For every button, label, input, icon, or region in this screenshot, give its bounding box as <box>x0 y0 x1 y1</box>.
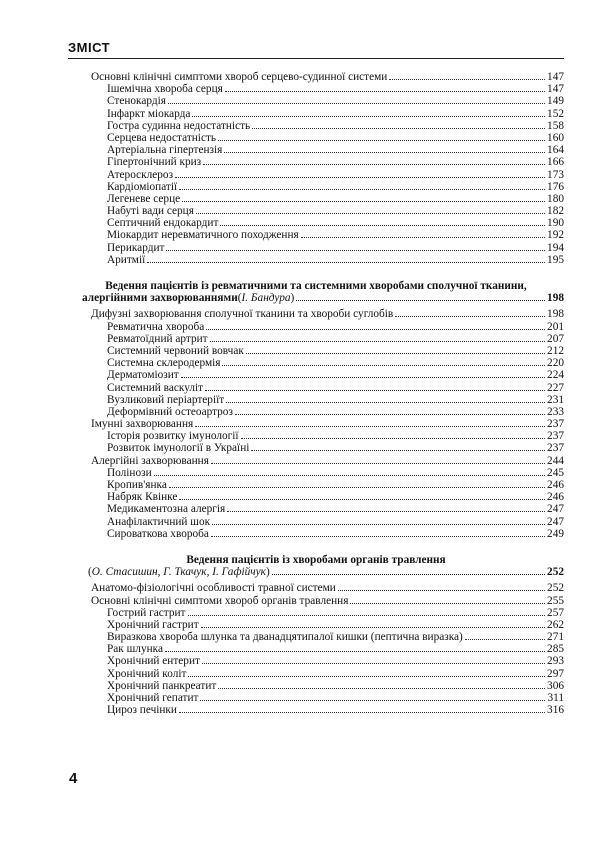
section-authors: О. Стасишин, Г. Ткачук, І. Гафійчук <box>91 566 266 579</box>
entry-title: Артеріальна гіпертензія <box>107 144 223 157</box>
entry-page: 262 <box>547 618 564 631</box>
entry-page: 293 <box>547 655 564 668</box>
toc-entry <box>68 156 564 168</box>
entry-title: Дерматоміозит <box>107 369 179 382</box>
entry-page: 182 <box>547 205 564 218</box>
entry-title: Виразкова хвороба шлунка та дванадцятипалої кишки (пептична виразка) <box>107 631 463 644</box>
dot-leader <box>241 438 545 439</box>
section-authors: І. Бандура <box>241 292 291 305</box>
dot-leader <box>210 341 545 342</box>
dot-leader <box>211 463 545 464</box>
dot-leader <box>338 590 545 591</box>
toc-entry <box>68 144 564 156</box>
dot-leader <box>206 329 545 330</box>
dot-leader <box>227 511 545 512</box>
dot-leader <box>165 651 545 652</box>
entry-page: 297 <box>547 667 564 680</box>
toc-entry <box>68 357 564 369</box>
dot-leader <box>395 316 545 317</box>
entry-title: Основні клінічні симптоми хвороб органів травлення <box>91 594 349 607</box>
toc-entry <box>68 394 564 406</box>
toc-entry <box>68 692 564 704</box>
entry-page: 249 <box>547 527 564 540</box>
dot-leader <box>224 152 545 153</box>
entry-page: 166 <box>547 156 564 169</box>
entry-title: Анатомо-фізіологічні особливості травної системи <box>91 582 336 595</box>
dot-leader <box>168 103 545 104</box>
toc-entry <box>68 528 564 540</box>
paren-open: ( <box>88 566 92 579</box>
entry-title: Міокардит неревматичного походження <box>107 229 299 242</box>
entry-title: Рак шлунка <box>107 643 163 656</box>
dot-leader <box>222 365 545 366</box>
entry-page: 194 <box>547 241 564 254</box>
entry-title: Сироваткова хвороба <box>107 527 209 540</box>
toc-section-digestive <box>68 554 564 716</box>
entry-page: 306 <box>547 679 564 692</box>
dot-leader <box>181 377 545 378</box>
header-title: ЗМІСТ <box>68 40 111 55</box>
toc-entry <box>68 345 564 357</box>
entry-page: 176 <box>547 180 564 193</box>
entry-title: Основні клінічні симптоми хвороб серцево-судинної системи <box>91 71 388 83</box>
dot-leader <box>225 91 545 92</box>
entry-page: 233 <box>547 405 564 418</box>
entry-page: 231 <box>547 393 564 406</box>
dot-leader <box>200 700 545 701</box>
entry-page: 195 <box>547 253 564 266</box>
dot-leader <box>218 140 545 141</box>
toc-entry <box>68 321 564 333</box>
section-title-line <box>68 566 564 578</box>
toc-entry <box>68 643 564 655</box>
table-of-contents <box>68 71 564 716</box>
entry-title: Перикардит <box>107 241 165 254</box>
entry-page: 247 <box>547 503 564 516</box>
toc-entry <box>68 229 564 241</box>
dot-leader <box>166 250 545 251</box>
entry-page: 212 <box>547 344 564 357</box>
entry-title: Вузликовий періартеріїт <box>107 393 225 406</box>
toc-block-digestive-entries <box>68 582 564 716</box>
dot-leader <box>205 390 545 391</box>
toc-block-cardiovascular <box>68 71 564 266</box>
dot-leader <box>196 213 545 214</box>
dot-leader <box>251 450 545 451</box>
toc-entry <box>68 418 564 430</box>
dot-leader <box>301 237 545 238</box>
dot-leader <box>179 712 545 713</box>
entry-page: 224 <box>547 369 564 382</box>
entry-title: Системна склеродермія <box>107 357 221 370</box>
toc-entry <box>68 619 564 631</box>
toc-entry <box>68 71 564 83</box>
entry-title: Гостра судинна недостатність <box>107 119 251 132</box>
dot-leader <box>252 128 545 129</box>
entry-title: Історія розвитку імунології <box>107 430 239 443</box>
toc-entry <box>68 333 564 345</box>
entry-page: 164 <box>547 144 564 157</box>
dot-leader <box>203 164 545 165</box>
entry-title: Легеневе серце <box>107 192 181 205</box>
dot-leader <box>272 574 545 575</box>
entry-title: Хронічний коліт <box>107 667 187 680</box>
entry-title: Анафілактичний шок <box>107 515 211 528</box>
entry-title: Септичний ендокардит <box>107 217 219 230</box>
entry-title: Гострий гастрит <box>107 606 186 619</box>
entry-title: Алергійні захворювання <box>91 454 209 467</box>
entry-title: Розвиток імунології в Україні <box>107 442 250 455</box>
entry-title: Ішемічна хвороба серця <box>107 83 223 96</box>
dot-leader <box>235 414 545 415</box>
dot-leader <box>246 353 545 354</box>
toc-entry <box>68 132 564 144</box>
toc-entry <box>68 205 564 217</box>
entry-page: 311 <box>547 692 564 705</box>
section-page: 252 <box>547 566 564 579</box>
toc-entry <box>68 516 564 528</box>
entry-page: 160 <box>547 131 564 144</box>
dot-leader <box>179 189 545 190</box>
toc-entry <box>68 479 564 491</box>
entry-page: 220 <box>547 357 564 370</box>
toc-entry <box>68 308 564 320</box>
toc-entry <box>68 369 564 381</box>
dot-leader <box>169 487 545 488</box>
header-rule <box>68 58 564 59</box>
entry-title: Аритмії <box>107 253 146 266</box>
dot-leader <box>218 688 545 689</box>
toc-entry <box>68 382 564 394</box>
entry-title: Ревматична хвороба <box>107 320 205 333</box>
dot-leader <box>202 663 545 664</box>
entry-title: Полінози <box>107 466 152 479</box>
toc-entry <box>68 108 564 120</box>
toc-entry <box>68 595 564 607</box>
dot-leader <box>212 524 545 525</box>
toc-entry <box>68 254 564 266</box>
toc-entry <box>68 503 564 515</box>
dot-leader <box>220 225 545 226</box>
entry-page: 247 <box>547 515 564 528</box>
entry-title: Хронічний гастрит <box>107 618 199 631</box>
section-title: Ведення пацієнтів із ревматичними та системними хворобами сполучної тканини, <box>105 280 527 292</box>
toc-entry <box>68 193 564 205</box>
entry-page: 316 <box>547 704 564 717</box>
entry-page: 147 <box>547 71 564 83</box>
dot-leader <box>201 627 545 628</box>
entry-page: 237 <box>547 418 564 431</box>
toc-entry <box>68 169 564 181</box>
entry-page: 237 <box>547 442 564 455</box>
entry-title: Набуті вади серця <box>107 205 194 218</box>
entry-page: 246 <box>547 479 564 492</box>
dot-leader <box>465 639 545 640</box>
toc-entry <box>68 406 564 418</box>
dot-leader <box>211 536 545 537</box>
entry-title: Деформівний остеоартроз <box>107 405 233 418</box>
toc-entry <box>68 607 564 619</box>
entry-title: Хронічний ентерит <box>107 655 200 668</box>
toc-entry <box>68 455 564 467</box>
entry-title: Атеросклероз <box>107 168 174 181</box>
toc-entry <box>68 655 564 667</box>
toc-entry <box>68 430 564 442</box>
toc-entry <box>68 467 564 479</box>
entry-title: Набряк Квінке <box>107 491 178 504</box>
toc-entry <box>68 704 564 716</box>
entry-page: 271 <box>547 631 564 644</box>
section-title-cont: алергійними захворюваннями <box>82 292 238 305</box>
entry-page: 257 <box>547 606 564 619</box>
paren-close: ) <box>290 292 295 305</box>
toc-entry <box>68 83 564 95</box>
toc-entry <box>68 120 564 132</box>
section-title: Ведення пацієнтів із хворобами органів травлення <box>186 553 446 566</box>
entry-title: Ревматоїдний артрит <box>107 332 208 345</box>
dot-leader <box>154 475 545 476</box>
toc-entry <box>68 668 564 680</box>
section-page: 198 <box>547 292 564 305</box>
toc-entry <box>68 442 564 454</box>
dot-leader <box>389 79 545 80</box>
entry-title: Стенокардія <box>107 95 166 108</box>
dot-leader <box>350 603 545 604</box>
entry-page: 255 <box>547 594 564 607</box>
entry-page: 147 <box>547 83 564 96</box>
entry-page: 227 <box>547 381 564 394</box>
entry-title: Кропив'янка <box>107 479 167 492</box>
section-title-line <box>68 292 564 304</box>
dot-leader <box>195 426 545 427</box>
toc-section-rheumatic <box>68 280 564 540</box>
entry-title: Дифузні захворювання сполучної тканини та хвороби суглобів <box>91 308 394 321</box>
entry-page: 180 <box>547 192 564 205</box>
entry-title: Кардіоміопатії <box>107 180 178 193</box>
entry-title: Серцева недостатність <box>107 131 217 144</box>
dot-leader <box>182 201 545 202</box>
entry-page: 190 <box>547 217 564 230</box>
dot-leader <box>179 499 545 500</box>
entry-page: 149 <box>547 95 564 108</box>
entry-page: 192 <box>547 229 564 242</box>
toc-entry <box>68 491 564 503</box>
entry-title: Імунні захворювання <box>91 418 194 431</box>
entry-page: 158 <box>547 119 564 132</box>
entry-title: Інфаркт міокарда <box>107 107 191 120</box>
toc-entry <box>68 181 564 193</box>
entry-page: 198 <box>547 308 564 321</box>
entry-page: 207 <box>547 332 564 345</box>
toc-entry <box>68 242 564 254</box>
toc-block-rheumatic-entries <box>68 308 564 540</box>
entry-page: 237 <box>547 430 564 443</box>
dot-leader <box>226 402 545 403</box>
toc-entry <box>68 680 564 692</box>
toc-entry <box>68 95 564 107</box>
entry-page: 173 <box>547 168 564 181</box>
dot-leader <box>175 177 545 178</box>
entry-title: Гіпертонічний криз <box>107 156 202 169</box>
entry-title: Цироз печінки <box>107 704 177 717</box>
page-header <box>68 40 564 59</box>
toc-entry <box>68 582 564 594</box>
entry-page: 244 <box>547 454 564 467</box>
dot-leader <box>188 615 546 616</box>
page-number: 4 <box>69 770 78 787</box>
entry-page: 201 <box>547 320 564 333</box>
dot-leader <box>192 116 545 117</box>
dot-leader <box>296 300 545 301</box>
entry-page: 285 <box>547 643 564 656</box>
paren-open: ( <box>237 292 242 305</box>
entry-title: Медикаментозна алергія <box>107 503 226 516</box>
dot-leader <box>188 676 545 677</box>
toc-entry <box>68 217 564 229</box>
dot-leader <box>147 262 545 263</box>
entry-title: Хронічний панкреатит <box>107 679 217 692</box>
entry-title: Системний васкуліт <box>107 381 204 394</box>
paren-close: ) <box>265 566 270 579</box>
entry-title: Хронічний гепатит <box>107 692 199 705</box>
toc-entry <box>68 631 564 643</box>
entry-page: 252 <box>547 582 564 595</box>
entry-title: Системний червоний вовчак <box>107 344 244 357</box>
entry-page: 152 <box>547 107 564 120</box>
entry-page: 245 <box>547 466 564 479</box>
entry-page: 246 <box>547 491 564 504</box>
